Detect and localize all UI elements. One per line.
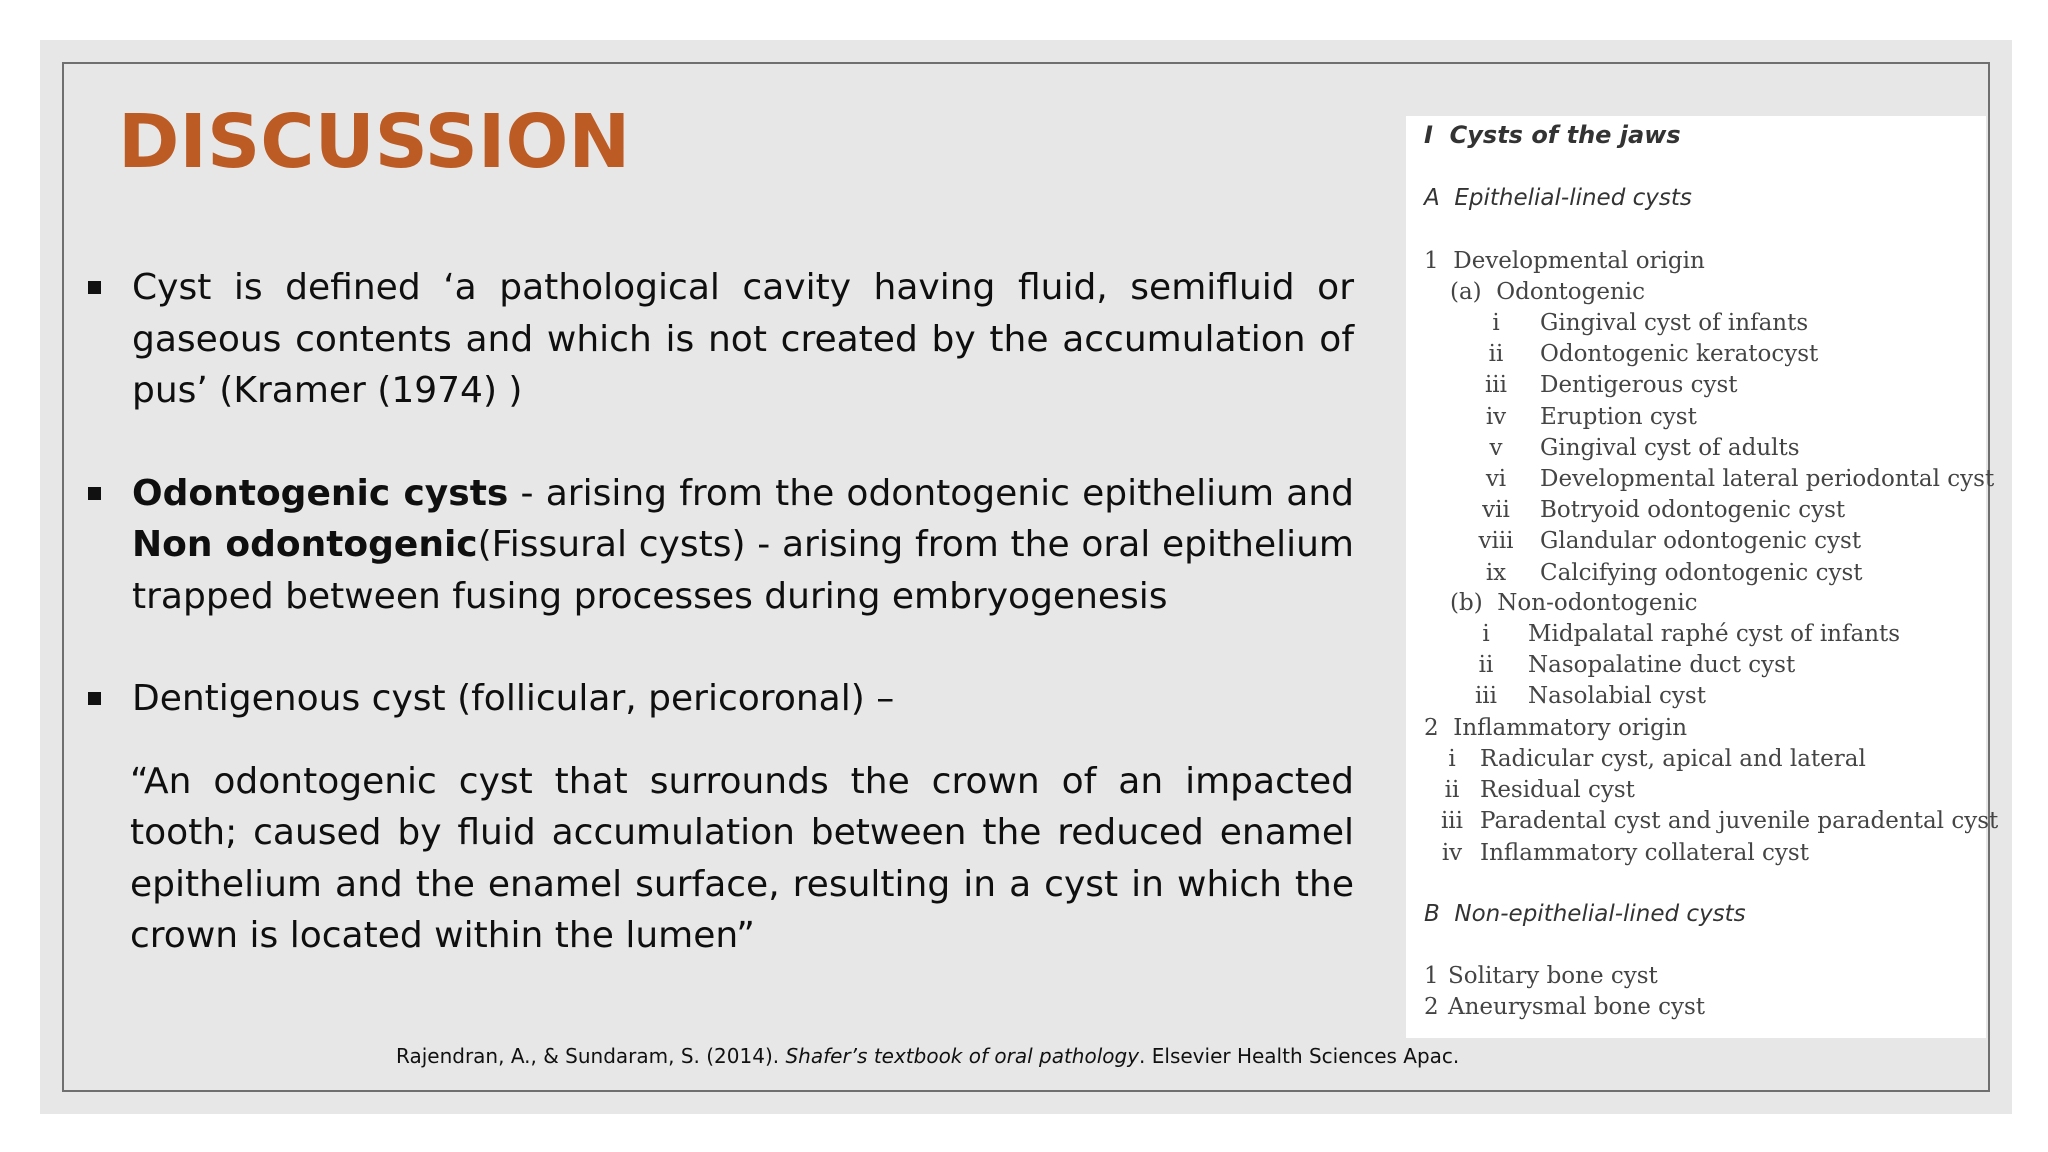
list-item-label: Botryoid odontogenic cyst xyxy=(1540,497,1846,524)
item-label: Odontogenic xyxy=(1496,279,1646,305)
item-label: Non-odontogenic xyxy=(1497,590,1698,616)
list-item-label: Developmental lateral periodontal cyst xyxy=(1540,466,1995,492)
bullet-cyst-definition xyxy=(78,262,1354,417)
list-item-label: Aneurysmal bone cyst xyxy=(1448,994,1706,1021)
list-item-number: ix xyxy=(1485,559,1507,586)
list-item-label: Odontogenic keratocyst xyxy=(1540,341,1819,368)
list-item-number: v xyxy=(1489,434,1503,461)
list-item-label: Gingival cyst of adults xyxy=(1540,434,1800,461)
list-item-label: Eruption cyst xyxy=(1540,403,1697,430)
classification-heading xyxy=(1424,120,1681,150)
list-item-label: Radicular cyst, apical and lateral xyxy=(1480,746,1866,772)
list-item-number: ii xyxy=(1478,652,1494,679)
list-item-label: Calcifying odontogenic cyst xyxy=(1540,559,1863,586)
bullet-text: Dentigenous cyst (follicular, pericoronal) – xyxy=(132,678,895,719)
bold-term: Non odontogenic xyxy=(132,524,478,565)
list-item-number: 1 xyxy=(1424,963,1439,989)
list-item-number: i xyxy=(1492,310,1500,336)
inflammatory-origin xyxy=(1424,713,1687,743)
square-bullet-icon xyxy=(88,692,101,705)
list-item-label: Residual cyst xyxy=(1480,777,1635,804)
citation xyxy=(396,1044,1459,1068)
heading-number: I xyxy=(1424,121,1433,149)
list-item-number: iii xyxy=(1484,372,1508,399)
section-a-heading xyxy=(1424,183,1692,213)
citation-publisher: . Elsevier Health Sciences Apac. xyxy=(1139,1044,1460,1068)
list-item-number: iii xyxy=(1474,683,1498,710)
definition-quote: “An odontogenic cyst that surrounds the crown of an impacted tooth; caused by fluid accumulation between the reduced enamel epithelium and the enamel surface, resulting in a cyst in which the crown is located within the lumen” xyxy=(130,760,1354,956)
list-item-label: Gingival cyst of infants xyxy=(1540,310,1809,336)
list-item-number: iv xyxy=(1441,839,1463,866)
item-label: Developmental origin xyxy=(1453,248,1705,274)
square-bullet-icon xyxy=(88,281,101,294)
bullet-text: (Fissural cysts) - arising from the oral epithelium trapped between fusing processes during embryogenesis xyxy=(132,524,1354,617)
list-item-number: i xyxy=(1448,746,1456,772)
bullet-text: - arising from the odontogenic epithelium and xyxy=(508,472,1354,514)
item-label: Inflammatory origin xyxy=(1453,715,1688,741)
cyst-classification-figure xyxy=(1406,116,1999,1038)
item-number: 2 xyxy=(1424,715,1439,741)
list-item-label: Nasolabial cyst xyxy=(1528,683,1706,710)
list-item-number: vii xyxy=(1482,497,1510,524)
bullet-odontogenic-types xyxy=(78,468,1354,623)
slide-title: DISCUSSION xyxy=(118,99,631,185)
list-item-number: vi xyxy=(1485,466,1507,492)
section-b-heading xyxy=(1424,899,1746,929)
list-item-number: 2 xyxy=(1424,994,1439,1021)
citation-book-title: Shafer’s textbook of oral pathology xyxy=(785,1044,1140,1068)
list-item-number: iii xyxy=(1440,808,1464,835)
list-item-number: iv xyxy=(1485,403,1507,430)
slide-body xyxy=(78,262,1354,962)
square-bullet-icon xyxy=(88,487,101,500)
list-item-label: Nasopalatine duct cyst xyxy=(1528,652,1796,679)
list-item-number: ii xyxy=(1444,777,1460,804)
list-item-label: Paradental cyst and juvenile paradental cyst xyxy=(1480,808,1999,835)
list-item-label: Midpalatal raphé cyst of infants xyxy=(1528,621,1901,647)
list-item-label: Dentigerous cyst xyxy=(1540,372,1738,399)
item-number: 1 xyxy=(1424,248,1439,274)
list-item-label: Glandular odontogenic cyst xyxy=(1540,528,1862,555)
section-label: Epithelial-lined cysts xyxy=(1454,185,1692,211)
list-item-number: i xyxy=(1482,621,1490,647)
item-number: (b) xyxy=(1450,590,1483,616)
section-label: Non-epithelial-lined cysts xyxy=(1454,901,1746,927)
section-number: B xyxy=(1424,901,1440,927)
list-item-label: Inflammatory collateral cyst xyxy=(1480,839,1809,866)
non-odontogenic-group xyxy=(1450,588,1698,618)
list-item-number: ii xyxy=(1488,341,1504,368)
developmental-origin xyxy=(1424,246,1705,276)
odontogenic-group xyxy=(1450,277,1645,307)
heading-text: Cysts of the jaws xyxy=(1449,121,1681,149)
item-number: (a) xyxy=(1450,279,1482,305)
list-item-label: Solitary bone cyst xyxy=(1448,963,1658,989)
bullet-text: Cyst is defined ‘a pathological cavity having fluid, semifluid or gaseous contents and which is not created by the accumulation of pus’ (Kramer (1974) ) xyxy=(132,267,1354,411)
bold-term: Odontogenic cysts xyxy=(132,472,509,514)
list-item-number: viii xyxy=(1478,528,1514,555)
section-number: A xyxy=(1424,185,1440,211)
citation-authors: Rajendran, A., & Sundaram, S. (2014). xyxy=(396,1044,786,1068)
bullet-dentigenous-cyst xyxy=(78,673,1354,725)
